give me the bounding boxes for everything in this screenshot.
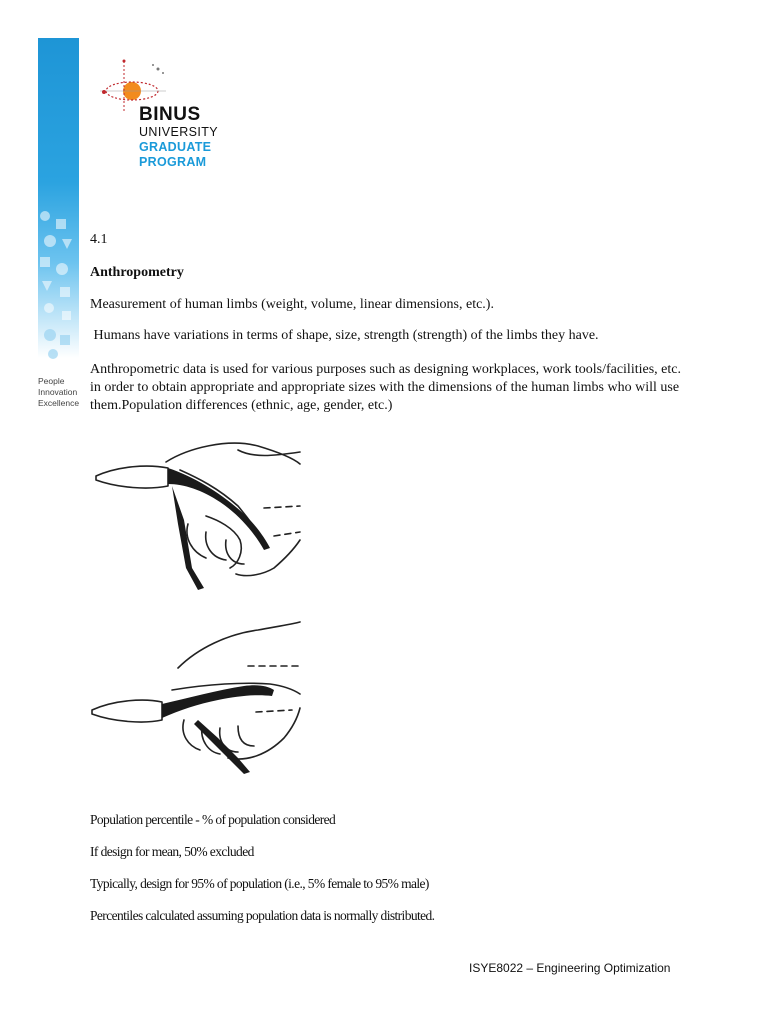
logo-wordmark bbox=[139, 105, 218, 170]
section-heading: Anthropometry bbox=[90, 265, 184, 280]
tagline-innovation: Innovation bbox=[38, 387, 78, 397]
note-percentile: Population percentile - % of population considered bbox=[90, 812, 336, 827]
note-mean: If design for mean, 50% excluded bbox=[90, 844, 254, 859]
tagline-people: People bbox=[38, 376, 65, 386]
pliers-grip-illustration bbox=[88, 428, 304, 800]
sidebar-pattern bbox=[38, 205, 79, 365]
note-normal-distribution: Percentiles calculated assuming population data is normally distributed. bbox=[90, 908, 435, 923]
logo-graduate: GRADUATE bbox=[139, 140, 212, 154]
paragraph-3: Anthropometric data is used for various purposes such as designing workplaces, work tools/facilities, etc. in order to obtain appropriate and appropriate sizes with the dimensions of the human limbs who will use them.Population differences (ethnic, age, gender, etc.) bbox=[90, 362, 681, 413]
paragraph-1: Measurement of human limbs (weight, volume, linear dimensions, etc.). bbox=[90, 297, 494, 312]
paragraph-2: Humans have variations in terms of shape, size, strength (strength) of the limbs they have. bbox=[90, 328, 599, 343]
tagline bbox=[38, 376, 79, 409]
logo-program: PROGRAM bbox=[139, 155, 207, 169]
section-number: 4.1 bbox=[90, 232, 108, 247]
logo-university: UNIVERSITY bbox=[139, 125, 219, 139]
tagline-excellence: Excellence bbox=[38, 398, 80, 408]
footer-course: ISYE8022 – Engineering Optimization bbox=[469, 961, 671, 975]
note-95-percent: Typically, design for 95% of population (i.e., 5% female to 95% male) bbox=[90, 876, 429, 891]
logo-name: BINUS bbox=[139, 104, 201, 125]
